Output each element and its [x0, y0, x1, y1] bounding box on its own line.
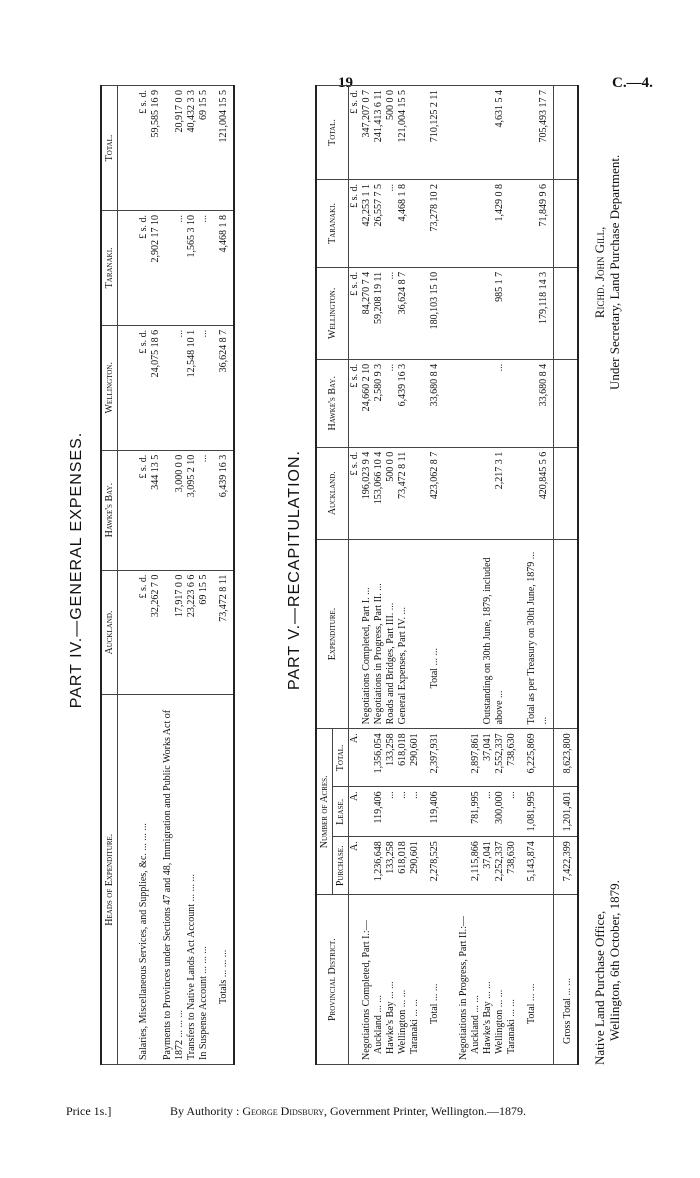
cell-taranaki: 42,253 1 1 — [361, 180, 373, 268]
gross-acres: 8,623,800 — [554, 729, 579, 787]
total-hawkes: 6,439 16 3 — [210, 450, 234, 570]
cell-taranaki: 1,565 3 10 — [186, 210, 198, 325]
cell-lease: ... — [409, 787, 421, 837]
cell-wellington: ... — [385, 267, 397, 359]
totals-row — [518, 86, 554, 1065]
cell-total: 20,917 0 0 — [162, 86, 186, 211]
signature-block — [592, 155, 622, 390]
total-acres: 6,225,869 — [518, 729, 554, 787]
cell-auckland: 23,223 6 6 — [186, 570, 198, 695]
table-row — [186, 86, 198, 1065]
unit-label: £ s. d. — [138, 90, 149, 114]
col-hawkes-bay: Hawke's Bay. — [101, 450, 118, 570]
printer-name: George Didsbury — [242, 1104, 325, 1118]
cell-wellington: 59,208 19 11 — [373, 267, 385, 359]
total-wellington: 36,624 8 7 — [210, 325, 234, 450]
col-total: Total. — [316, 86, 349, 180]
col-heads: Heads of Expenditure. — [101, 695, 118, 1065]
col-hawkes-bay: Hawke's Bay. — [316, 359, 349, 447]
cell-taranaki: ... — [162, 210, 186, 325]
table-row — [506, 86, 518, 1065]
cell-purchase: 738,630 — [506, 837, 518, 895]
office-line-1: Native Land Purchase Office, — [592, 910, 607, 1065]
cell-purchase: 618,018 — [397, 837, 409, 895]
authority-line — [170, 1104, 526, 1119]
treasury-total-label: Total as per Treasury on 30th June, 1879 ... ... — [518, 539, 554, 729]
district-label: Taranaki ... ... — [506, 895, 518, 1065]
cell-wellington: 985 1 7 — [482, 267, 506, 359]
cell-total: 4,631 5 4 — [482, 86, 506, 180]
cell-auckland: 69 15 5 — [198, 570, 210, 695]
cell-wellington: 12,548 10 1 — [186, 325, 198, 450]
expenditure-label: Negotiations in Progress, Part II. ... — [373, 539, 385, 729]
total-acres: 2,397,931 — [421, 729, 444, 787]
total-hawkes: 33,680 8 4 — [518, 359, 554, 447]
price: Price 1s.] — [66, 1104, 112, 1118]
cell-auckland: 196,023 9 4 — [361, 447, 373, 539]
cell-hawkes: 24,660 2 10 — [361, 359, 373, 447]
district-label: Negotiations Completed, Part I.:— — [361, 895, 373, 1065]
row-head: In Suspense Account ... ... ... — [198, 695, 210, 1065]
cell-total: 121,004 15 5 — [397, 86, 409, 180]
cell-total-acres: 2,897,861 — [470, 729, 482, 787]
general-expenses-table — [100, 85, 235, 1065]
col-lease: Lease. — [333, 787, 349, 837]
gross-total-row — [554, 86, 579, 1065]
table-header-row — [101, 86, 118, 1065]
table-row — [118, 86, 163, 1065]
col-total: Total. — [101, 86, 118, 211]
cell-taranaki: 1,429 0 8 — [482, 180, 506, 268]
col-taranaki: Taranaki. — [316, 180, 349, 268]
table-row — [444, 86, 470, 1065]
total-lease: 1,081,995 — [518, 787, 554, 837]
cell-wellington: ... — [162, 325, 186, 450]
total-auckland: 420,845 5 6 — [518, 447, 554, 539]
col-wellington: Wellington. — [101, 325, 118, 450]
district-label: Negotiations in Progress, Part II.:— — [444, 895, 470, 1065]
cell-hawkes: 3,095 2 10 — [186, 450, 198, 570]
unit-label: A. — [349, 787, 362, 837]
total-taranaki: 73,278 10 2 — [421, 180, 444, 268]
part5-title: PART V.—RECAPITULATION. — [286, 450, 303, 690]
cell-wellington: 84,270 7 4 — [361, 267, 373, 359]
cell-taranaki: 2,902 17 10 — [150, 214, 161, 263]
col-auckland: Auckland. — [316, 447, 349, 539]
cell-wellington: ... — [198, 325, 210, 450]
col-purchase: Purchase. — [333, 837, 349, 895]
cell-total-acres: 2,552,337 — [494, 729, 506, 787]
table-row — [470, 86, 482, 1065]
cell-hawkes: 2,580 9 3 — [373, 359, 385, 447]
unit-label: £ s. d. — [349, 180, 362, 268]
unit-label: A. — [349, 729, 362, 787]
table-row — [385, 86, 397, 1065]
unit-label: £ s. d. — [349, 267, 362, 359]
cell-purchase: 2,115,866 — [470, 837, 482, 895]
page-number: 19 — [338, 75, 353, 91]
cell-hawkes: ... — [198, 450, 210, 570]
row-head: Payments to Provinces under Sections 47 and 48, Immigration and Public Works Act of 1872 ... ... ... — [162, 695, 186, 1065]
cell-wellington: 24,075 18 6 — [150, 329, 161, 378]
cell-taranaki: 4,468 1 8 — [397, 180, 409, 268]
cell-lease: ... — [397, 787, 409, 837]
cell-hawkes: 3,000 0 0 — [162, 450, 186, 570]
cell-taranaki: ... — [385, 180, 397, 268]
cell-auckland: 2,217 3 1 — [482, 447, 506, 539]
cell-purchase: 1,236,648 — [373, 837, 385, 895]
cell-auckland: 500 0 0 — [385, 447, 397, 539]
cell-hawkes: 6,439 16 3 — [397, 359, 409, 447]
cell-lease: ... — [385, 787, 397, 837]
district-label: Auckland ... ... — [373, 895, 385, 1065]
total-purchase: 2,278,525 — [421, 837, 444, 895]
unit-label: £ s. d. — [349, 86, 362, 180]
district-label: Wellington ... ... — [397, 895, 409, 1065]
authority-prefix: By Authority : — [170, 1104, 240, 1118]
cell-purchase: 290,601 — [409, 837, 421, 895]
cell-auckland: 17,917 0 0 — [162, 570, 186, 695]
cell-auckland: 73,472 8 11 — [397, 447, 409, 539]
cell-total: 347,207 0 7 — [361, 86, 373, 180]
unit-label: £ s. d. — [138, 214, 149, 239]
signer-title: Under Secretary, Land Purchase Department. — [607, 154, 622, 390]
unit-label: £ s. d. — [349, 447, 362, 539]
cell-taranaki: ... — [198, 210, 210, 325]
cell-lease: ... — [482, 787, 494, 837]
expenditure-label: Negotiations Completed, Part I. ... — [361, 539, 373, 729]
col-wellington: Wellington. — [316, 267, 349, 359]
cell-auckland: 32,262 7 0 — [150, 574, 161, 618]
col-taranaki: Taranaki. — [101, 210, 118, 325]
table-row — [409, 86, 421, 1065]
table-row — [198, 86, 210, 1065]
unit-label: £ s. d. — [138, 329, 149, 354]
part4-title: PART IV.—GENERAL EXPENSES. — [68, 431, 85, 709]
cell-total: 40,432 3 3 — [186, 86, 198, 211]
cell-taranaki: 26,557 7 5 — [373, 180, 385, 268]
office-line-2: Wellington, 6th October, 1879. — [607, 880, 622, 1041]
cell-purchase: 37,041 — [482, 837, 494, 895]
col-expenditure: Expenditure. — [316, 539, 349, 729]
totals-label: Totals ... ... ... — [210, 695, 234, 1065]
table-row — [482, 86, 494, 1065]
gross-purchase: 7,422,399 — [554, 837, 579, 895]
total-expenditure-label: Total ... ... — [421, 539, 444, 729]
totals-row — [421, 86, 444, 1065]
cell-lease: 300,000 — [494, 787, 506, 837]
unit-row — [349, 86, 362, 1065]
cell-purchase: 133,258 — [385, 837, 397, 895]
col-auckland: Auckland. — [101, 570, 118, 695]
cell-wellington: 36,624 8 7 — [397, 267, 409, 359]
cell-hawkes: ... — [385, 359, 397, 447]
unit-label: £ s. d. — [138, 454, 149, 479]
table-row — [361, 86, 373, 1065]
col-total-acres: Total. — [333, 729, 349, 787]
unit-label: £ s. d. — [349, 359, 362, 447]
cell-lease: 781,995 — [470, 787, 482, 837]
total-auckland: 73,472 8 11 — [210, 570, 234, 695]
table-header-row — [316, 86, 333, 1065]
col-district: Provincial District. — [316, 895, 349, 1065]
cell-total-acres: 1,356,054 — [373, 729, 385, 787]
totals-row — [210, 86, 234, 1065]
col-acres: Number of Acres. — [316, 729, 333, 895]
cell-total-acres: 738,630 — [506, 729, 518, 787]
district-label: Taranaki ... ... — [409, 895, 421, 1065]
unit-label: £ s. d. — [138, 574, 149, 599]
total-label: Total ... ... — [518, 895, 554, 1065]
cell-lease: 119,406 — [373, 787, 385, 837]
outstanding-label: Outstanding on 30th June, 1879, included above ... — [482, 539, 506, 729]
district-label: Hawke's Bay ... ... — [385, 895, 397, 1065]
total-purchase: 5,143,874 — [518, 837, 554, 895]
cell-total-acres: 290,601 — [409, 729, 421, 787]
district-label: Hawke's Bay ... ... — [482, 895, 494, 1065]
signer-name: Richd. John Gill, — [592, 226, 607, 319]
gross-total-label: Gross Total ... ... — [554, 895, 579, 1065]
unit-label: A. — [349, 837, 362, 895]
cell-total-acres: 133,258 — [385, 729, 397, 787]
cell-lease: ... — [506, 787, 518, 837]
district-label: Auckland ... ... — [470, 895, 482, 1065]
cell-total: 69 15 5 — [198, 86, 210, 211]
cell-total: 241,413 6 11 — [373, 86, 385, 180]
expenditure-label: Roads and Bridges, Part III. ... — [385, 539, 397, 729]
total-label: Total ... ... — [421, 895, 444, 1065]
authority-suffix: , Government Printer, Wellington.—1879. — [324, 1104, 526, 1118]
table-row — [397, 86, 409, 1065]
office-block — [592, 880, 622, 1065]
total-grand: 705,493 17 7 — [518, 86, 554, 180]
cell-auckland: 153,066 10 4 — [373, 447, 385, 539]
cell-total-acres: 618,018 — [397, 729, 409, 787]
table-row — [162, 86, 186, 1065]
total-taranaki: 71,849 9 6 — [518, 180, 554, 268]
cell-hawkes: ... — [482, 359, 506, 447]
district-label: Wellington ... ... — [494, 895, 506, 1065]
total-grand: 710,125 2 11 — [421, 86, 444, 180]
total-lease: 119,406 — [421, 787, 444, 837]
rotated-page-content — [60, 50, 650, 1090]
cell-purchase: 2,252,337 — [494, 837, 506, 895]
cell-total: 500 0 0 — [385, 86, 397, 180]
gross-lease: 1,201,401 — [554, 787, 579, 837]
cell-hawkes: 344 13 5 — [150, 454, 161, 490]
total-wellington: 180,103 15 10 — [421, 267, 444, 359]
table-row — [373, 86, 385, 1065]
total-taranaki: 4,468 1 8 — [210, 210, 234, 325]
recapitulation-table — [315, 85, 579, 1065]
total-auckland: 423,062 8 7 — [421, 447, 444, 539]
total-grand: 121,004 15 5 — [210, 86, 234, 211]
total-hawkes: 33,680 8 4 — [421, 359, 444, 447]
row-head: Salaries, Miscellaneous Services, and Supplies, &c. ... ... ... — [118, 695, 163, 1065]
document-reference: C.—4. — [612, 75, 653, 91]
expenditure-label: General Expenses, Part IV. ... — [397, 539, 409, 729]
cell-total: 59,585 16 9 — [150, 90, 161, 138]
row-head: Transfers to Native Lands Act Account ... ... ... — [186, 695, 198, 1065]
total-wellington: 179,118 14 3 — [518, 267, 554, 359]
cell-total-acres: 37,041 — [482, 729, 494, 787]
